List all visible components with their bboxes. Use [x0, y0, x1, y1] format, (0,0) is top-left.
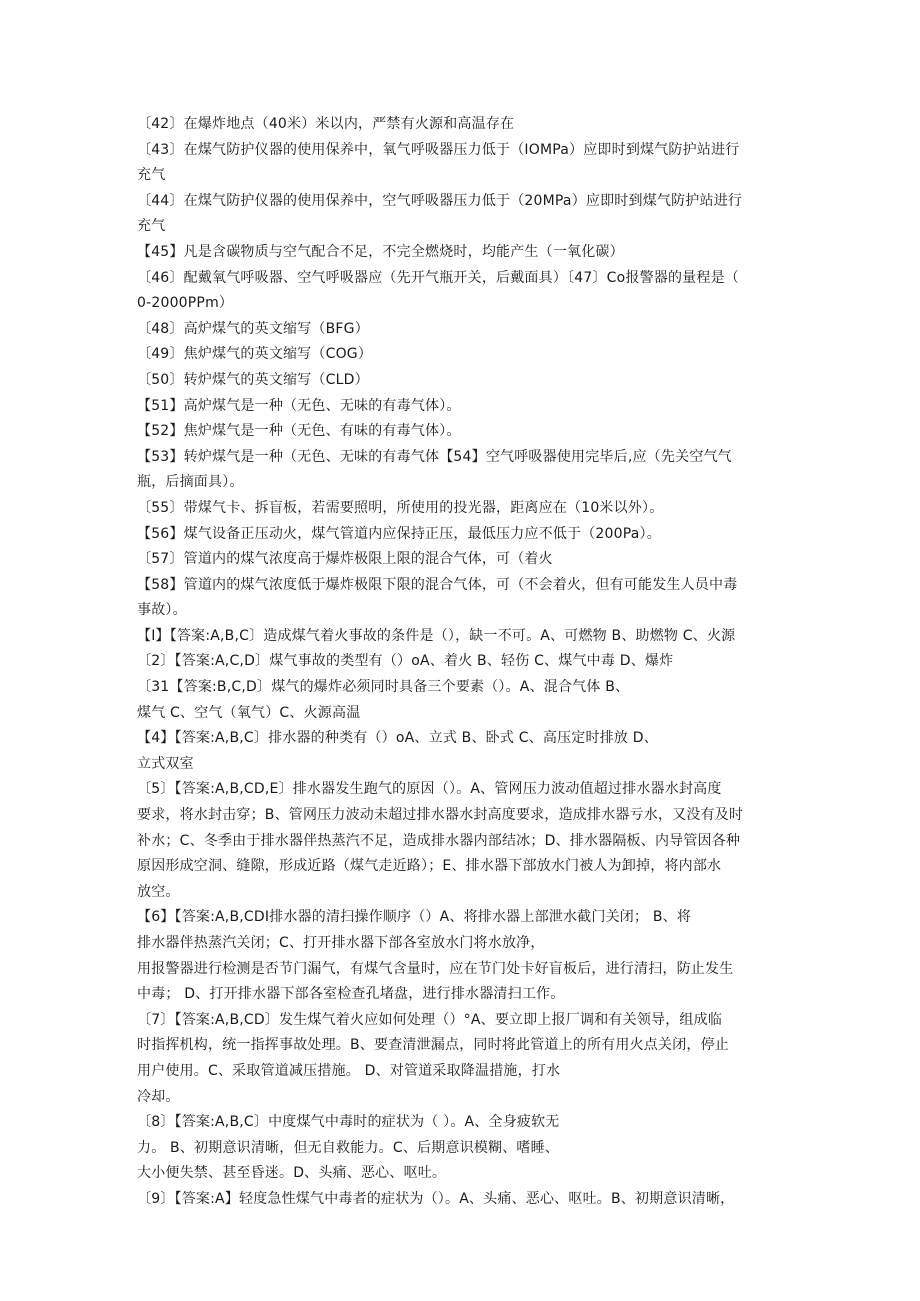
text-line: 【6】【答案:A,B,CDI排水器的清扫操作顺序（）A、将排水器上部泄水截门关闭； B、将 [137, 909, 692, 926]
text-line: 冷却。 [137, 1088, 180, 1105]
text-line: 事故）。 [137, 602, 187, 619]
text-line: 【I】【答案:A,B,C〕造成煤气着火事故的条件是（），缺一不可。A、可燃物 B、助燃物 C、火源 [137, 627, 736, 644]
text-line: 〔50〕转炉煤气的英文缩写（CLD） [137, 371, 369, 388]
text-line: 〔55〕带煤气卡、拆盲板，若需要照明，所使用的投光器，距离应在（10米以外）。 [137, 499, 664, 516]
text-line: 【52】焦炉煤气是一种（无色、有味的有毒气体）。 [137, 423, 461, 440]
text-line: 力。 B、初期意识清晰，但无自救能力。C、后期意识模糊、嗜睡、 [137, 1139, 560, 1156]
text-line: 【51】高炉煤气是一种（无色、无味的有毒气体）。 [137, 397, 461, 414]
text-line: 0-2000PPm） [137, 295, 234, 312]
text-line: 立式双室 [137, 755, 194, 772]
text-line: 〔46〕配戴氧气呼吸器、空气呼吸器应（先开气瓶开关，后戴面具）〔47〕Co报警器的量程是（ [137, 269, 739, 286]
text-line: 要求，将水封击穿；B、管网压力波动未超过排水器水封高度要求，造成排水器亏水，又没有及时 [137, 807, 744, 824]
text-line: 时指挥机构，统一指挥事故处理。B、要查清泄漏点，同时将此管道上的所有用火点关闭，停止 [137, 1037, 730, 1054]
text-line: 〔48〕高炉煤气的英文缩写（BFG） [137, 320, 369, 337]
text-line: 用报警器进行检测是否节门漏气，有煤气含量时，应在节门处卡好盲板后，进行清扫，防止发生 [137, 960, 734, 977]
text-line: 〔7〕【答案:A,B,CD〕发生煤气着火应如何处理（）°A、要立即上报厂调和有关领导，组成临 [137, 1011, 723, 1028]
text-line: 〔5〕【答案:A,B,CD,E〕排水器发生跑气的原因（）。A、管网压力波动值超过排水器水封高度 [137, 781, 722, 798]
text-line: 〔44〕在煤气防护仪器的使用保养中，空气呼吸器压力低于（20MPa）应即时到煤气防护站进行 [137, 192, 743, 209]
text-line: 充气 [137, 167, 166, 184]
text-line: 〔43〕在煤气防护仪器的使用保养中，氧气呼吸器压力低于（IOMPa）应即时到煤气防护站进行 [137, 141, 740, 158]
document-body [137, 112, 789, 1213]
text-line: 【45】凡是含碳物质与空气配合不足，不完全燃烧时，均能产生（一氧化碳） [137, 243, 624, 260]
text-line: 放空。 [137, 883, 180, 900]
text-line: 〔8〕【答案:A,B,C〕中度煤气中毒时的症状为（ ）。A、全身疲软无 [137, 1114, 560, 1131]
text-line: 〔31【答案:B,C,D〕煤气的爆炸必须同时具备三个要素（）。A、混合气体 B、 [137, 679, 630, 696]
text-line: 原因形成空洞、缝隙，形成近路（煤气走近路）；E、排水器下部放水门被人为卸掉，将内部水 [137, 858, 722, 875]
text-line: 〔9〕【答案:A】轻度急性煤气中毒者的症状为（）。A、头痛、恶心、呕吐。B、初期意识清晰， [137, 1190, 735, 1207]
text-line: 中毒； D、打开排水器下部各室检查孔堵盘，进行排水器清扫工作。 [137, 986, 565, 1003]
text-line: 【4】【答案:A,B,C〕排水器的种类有（）oA、立式 B、卧式 C、高压定时排放 D、 [137, 730, 658, 747]
text-line: 〔42〕在爆炸地点（40米）米以内，严禁有火源和高温存在 [137, 116, 515, 132]
text-line: 瓶，后摘面具）。 [137, 474, 244, 491]
text-line: 煤气 C、空气（氧气）C、火源高温 [137, 704, 361, 721]
text-line: 排水器伴热蒸汽关闭；C、打开排水器下部各室放水门将水放净， [137, 935, 545, 951]
text-line: 用户使用。C、采取管道减压措施。 D、对管道采取降温措施，打水 [137, 1062, 561, 1079]
text-line: 〔57〕管道内的煤气浓度高于爆炸极限上限的混合气体，可（着火 [137, 551, 553, 568]
text-line: 补水；C、冬季由于排水器伴热蒸汽不足，造成排水器内部结冰；D、排水器隔板、内导管因各种 [137, 832, 741, 849]
text-line: 〔49〕焦炉煤气的英文缩写（COG） [137, 346, 373, 363]
text-line: 【56】煤气设备正压动火，煤气管道内应保持正压，最低压力应不低于（200Pa）。 [137, 525, 661, 542]
text-line: 【58】管道内的煤气浓度低于爆炸极限下限的混合气体，可（不会着火，但有可能发生人员中毒 [137, 576, 738, 593]
text-line: 【53】转炉煤气是一种（无色、无味的有毒气体【54】空气呼吸器使用完毕后,应（先关空气气 [137, 448, 732, 465]
text-line: 充气 [137, 218, 166, 235]
text-line: 〔2〕【答案:A,C,D〕煤气事故的类型有（）oA、着火 B、轻伤 C、煤气中毒 D、爆炸 [137, 653, 674, 670]
text-line: 大小便失禁、甚至昏迷。D、头痛、恶心、呕吐。 [137, 1165, 447, 1182]
